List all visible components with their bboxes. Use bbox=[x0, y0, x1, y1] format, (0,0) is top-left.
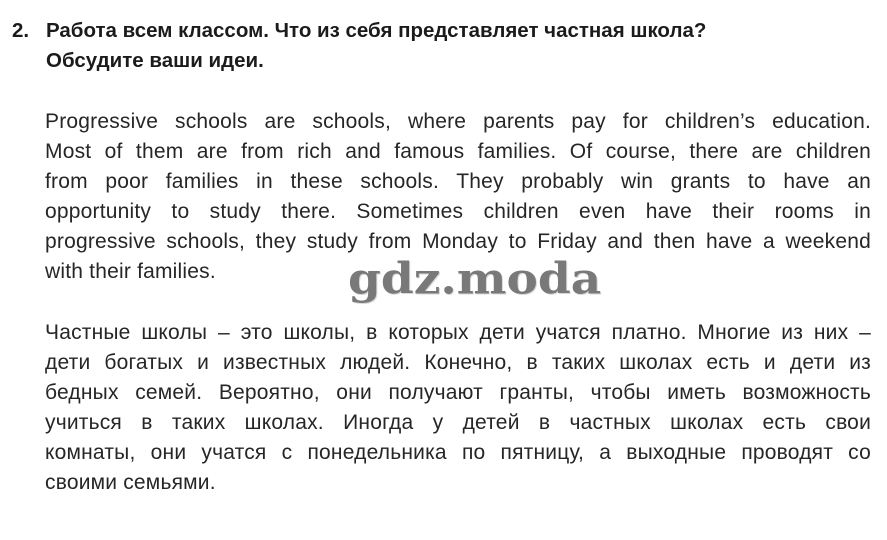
english-line-4: opportunity to study there. Sometimes children even have their rooms in bbox=[45, 200, 871, 223]
task-instruction-line-1: Работа всем классом. Что из себя представляет частная школа? bbox=[46, 19, 707, 42]
english-line-5: progressive schools, they study from Monday to Friday and then have a weekend bbox=[45, 230, 871, 253]
russian-line-2: дети богатых и известных людей. Конечно, в таких школах есть и дети из bbox=[45, 351, 871, 374]
task-instruction-line-2: Обсудите ваши идеи. bbox=[46, 49, 264, 72]
russian-line-1: Частные школы – это школы, в которых дети учатся платно. Многие из них – bbox=[45, 321, 871, 344]
english-line-1: Progressive schools are schools, where parents pay for children’s education. bbox=[45, 110, 871, 133]
english-line-3: from poor families in these schools. They probably win grants to have an bbox=[45, 170, 871, 193]
english-line-6: with their families. bbox=[45, 260, 216, 283]
russian-line-5: комнаты, они учатся с понедельника по пятницу, а выходные проводят со bbox=[45, 441, 871, 464]
russian-line-6: своими семьями. bbox=[45, 471, 216, 494]
task-number: 2. bbox=[12, 19, 30, 42]
watermark-logo: gdz.moda bbox=[348, 253, 602, 305]
russian-line-3: бедных семей. Вероятно, они получают гранты, чтобы иметь возможность bbox=[45, 381, 871, 404]
english-line-2: Most of them are from rich and famous families. Of course, there are children bbox=[45, 140, 871, 163]
russian-line-4: учиться в таких школах. Иногда у детей в частных школах есть свои bbox=[45, 411, 871, 434]
task-instruction bbox=[46, 16, 846, 76]
russian-paragraph bbox=[45, 318, 871, 498]
